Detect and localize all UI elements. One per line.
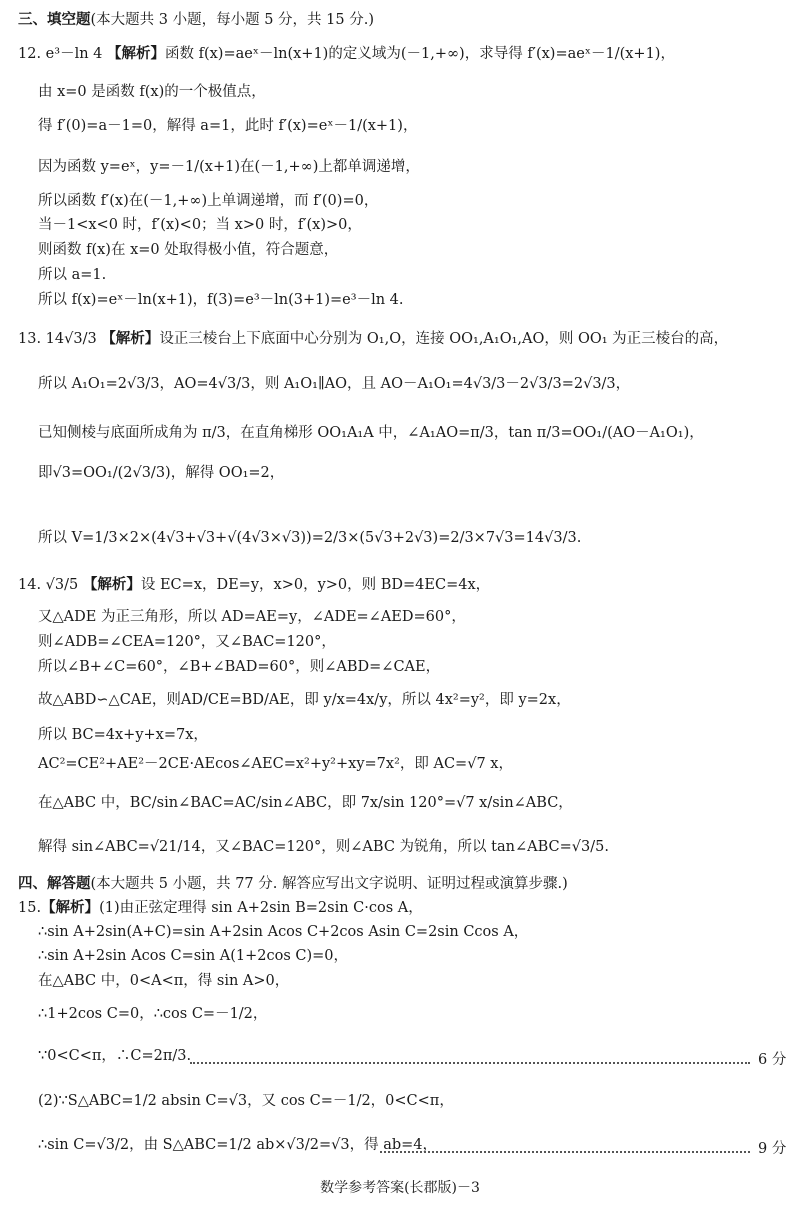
- dotted-leader: [380, 1151, 750, 1153]
- section-note: (本大题共 3 小题，每小题 5 分，共 15 分.): [90, 12, 374, 28]
- section-heading: 三、填空题: [18, 11, 91, 28]
- q14-first-line: [18, 576, 490, 594]
- solution-line: 则函数 f(x)在 x=0 处取得极小值，符合题意，: [38, 242, 339, 258]
- section-note: (本大题共 5 小题，共 77 分. 解答应写出文字说明、证明过程或演算步骤.): [90, 876, 568, 892]
- solution-line: 则∠ADB=∠CEA=120°，又∠BAC=120°，: [38, 634, 336, 650]
- answer: √3/5: [45, 577, 79, 593]
- solution-line: 又△ADE 为正三角形，所以 AD=AE=y，∠ADE=∠AED=60°，: [38, 609, 466, 625]
- solution-line: 设 EC=x，DE=y，x>0，y>0，则 BD=4EC=4x，: [140, 577, 491, 593]
- dotted-leader: [190, 1062, 750, 1064]
- solution-line: 因为函数 y=eˣ，y=－1/(x+1)在(－1,+∞)上都单调递增，: [38, 159, 420, 175]
- solution-line: ∵0<C<π，∴C=2π/3.: [38, 1048, 192, 1064]
- solution-line: 函数 f(x)=aeˣ－ln(x+1)的定义域为(－1,+∞)，求导得 f′(x)=aeˣ－1/(x+1)，: [165, 46, 675, 62]
- solution-line: 得 f′(0)=a－1=0，解得 a=1，此时 f′(x)=eˣ－1/(x+1)，: [38, 118, 418, 134]
- analysis-tag: 【解析】: [101, 330, 160, 347]
- q15-first-line: [18, 899, 423, 917]
- question-number: 12.: [18, 46, 42, 62]
- page-footer: 数学参考答案(长郡版)－3: [320, 1180, 480, 1196]
- solution-line: ∴sin A+2sin(A+C)=sin A+2sin Acos C+2cos Asin C=2sin Ccos A，: [38, 924, 529, 940]
- solution-line: 所以 BC=4x+y+x=7x，: [38, 727, 208, 743]
- answer: 14√3/3: [45, 331, 97, 347]
- analysis-tag: 【解析】: [82, 576, 141, 593]
- solution-line: (1)由正弦定理得 sin A+2sin B=2sin C·cos A，: [99, 900, 423, 916]
- question-number: 15.: [18, 900, 42, 916]
- solution-line: 所以函数 f′(x)在(－1,+∞)上单调递增，而 f′(0)=0，: [38, 193, 379, 209]
- answer: e³－ln 4: [45, 46, 103, 62]
- question-number: 14.: [18, 577, 42, 593]
- q12-first-line: [18, 45, 675, 63]
- score-label: 9 分: [758, 1141, 787, 1157]
- solution-line: 所以 V=1/3×2×(4√3+√3+√(4√3×√3))=2/3×(5√3+2√3)=2/3×7√3=14√3/3.: [38, 530, 582, 546]
- solution-line: ∴sin A+2sin Acos C=sin A(1+2cos C)=0，: [38, 948, 349, 964]
- solution-line: 已知侧棱与底面所成角为 π/3，在直角梯形 OO₁A₁A 中，∠A₁AO=π/3，tan π/3=OO₁/(AO－A₁O₁)，: [38, 425, 704, 441]
- solution-line: ∴1+2cos C=0，∴cos C=－1/2，: [38, 1006, 268, 1022]
- solution-line: 当－1<x<0 时，f′(x)<0；当 x>0 时，f′(x)>0，: [38, 217, 362, 233]
- solution-line: 解得 sin∠ABC=√21/14，又∠BAC=120°，则∠ABC 为锐角，所以 tan∠ABC=√3/5.: [38, 839, 609, 855]
- solution-line: ∴sin C=√3/2，由 S△ABC=1/2 ab×√3/2=√3，得 ab=4，: [38, 1137, 438, 1153]
- question-number: 13.: [18, 331, 42, 347]
- solution-line: 所以 A₁O₁=2√3/3，AO=4√3/3，则 A₁O₁∥AO，且 AO－A₁O₁=4√3/3－2√3/3=2√3/3，: [38, 376, 631, 392]
- solution-line: 在△ABC 中，0<A<π，得 sin A>0，: [38, 973, 290, 989]
- section-heading: 四、解答题: [18, 875, 91, 892]
- solution-line: 由 x=0 是函数 f(x)的一个极值点，: [38, 84, 266, 100]
- q13-first-line: [18, 330, 728, 348]
- solution-line: 故△ABD∽△CAE，则AD/CE=BD/AE，即 y/x=4x/y，所以 4x²=y²，即 y=2x，: [38, 692, 571, 708]
- section-3-header: [18, 11, 374, 29]
- analysis-tag: 【解析】: [41, 899, 100, 916]
- score-label: 6 分: [758, 1052, 787, 1068]
- solution-line: 在△ABC 中，BC/sin∠BAC=AC/sin∠ABC，即 7x/sin 120°=√7 x/sin∠ABC，: [38, 795, 573, 811]
- solution-line: 所以∠B+∠C=60°，∠B+∠BAD=60°，则∠ABD=∠CAE，: [38, 659, 441, 675]
- solution-line: AC²=CE²+AE²－2CE·AEcos∠AEC=x²+y²+xy=7x²，即 AC=√7 x，: [38, 756, 513, 772]
- solution-line: 即√3=OO₁/(2√3/3)，解得 OO₁=2，: [38, 465, 285, 481]
- solution-line: (2)∵S△ABC=1/2 absin C=√3，又 cos C=－1/2，0<C<π，: [38, 1093, 454, 1109]
- solution-line: 设正三棱台上下底面中心分别为 O₁,O，连接 OO₁,A₁O₁,AO，则 OO₁ 为正三棱台的高，: [159, 331, 729, 347]
- solution-line: 所以 a=1.: [38, 267, 107, 283]
- solution-line: 所以 f(x)=eˣ－ln(x+1)，f(3)=e³－ln(3+1)=e³－ln 4.: [38, 292, 404, 308]
- analysis-tag: 【解析】: [107, 45, 165, 62]
- section-4-header: [18, 875, 568, 893]
